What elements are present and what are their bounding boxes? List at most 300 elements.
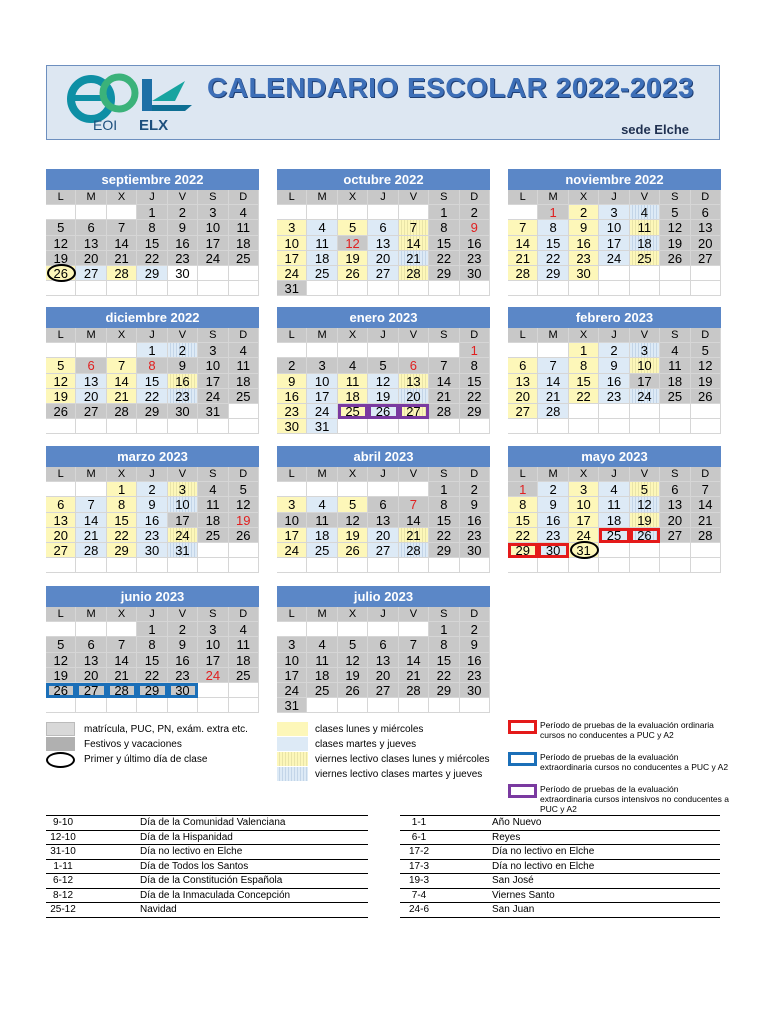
month-calendar (46, 169, 259, 296)
month-grid (46, 607, 259, 713)
holiday-row (400, 816, 720, 831)
weekday-header: V (399, 607, 429, 622)
holiday-row (46, 903, 368, 918)
month-calendar (508, 446, 721, 573)
month-title: julio 2023 (277, 586, 490, 607)
empty-cell (46, 482, 76, 497)
day-cell: 27 (399, 404, 429, 419)
day-cell: 24 (198, 251, 228, 266)
month-title: diciembre 2022 (46, 307, 259, 328)
day-cell: 14 (107, 653, 137, 668)
holiday-name: San José (492, 874, 720, 889)
day-cell: 11 (229, 637, 259, 652)
weekday-header: L (46, 190, 76, 205)
day-cell: 7 (107, 220, 137, 235)
holiday-row (400, 830, 720, 845)
empty-cell (198, 543, 228, 558)
day-cell: 12 (338, 236, 368, 251)
day-cell: 31 (277, 698, 307, 713)
weekday-header: M (76, 190, 106, 205)
day-cell: 30 (277, 419, 307, 434)
empty-cell (76, 281, 106, 296)
day-cell: 4 (307, 220, 337, 235)
day-cell: 3 (569, 482, 599, 497)
day-cell: 28 (399, 543, 429, 558)
day-cell: 10 (569, 497, 599, 512)
day-cell: 1 (429, 622, 459, 637)
holiday-name: Día de la Comunidad Valenciana (140, 816, 368, 831)
holiday-row (400, 888, 720, 903)
day-cell: 12 (46, 236, 76, 251)
empty-cell (137, 558, 167, 573)
weekday-header: L (277, 467, 307, 482)
empty-cell (46, 205, 76, 220)
empty-cell (569, 558, 599, 573)
day-cell: 9 (460, 637, 490, 652)
day-cell: 19 (691, 374, 721, 389)
day-cell: 20 (368, 668, 398, 683)
weekday-header: V (168, 190, 198, 205)
day-cell: 21 (691, 513, 721, 528)
holiday-date: 1-1 (400, 816, 492, 831)
empty-cell (198, 698, 228, 713)
weekday-header: X (569, 328, 599, 343)
day-cell: 12 (46, 653, 76, 668)
day-cell: 7 (399, 497, 429, 512)
day-cell: 12 (338, 513, 368, 528)
empty-cell (508, 205, 538, 220)
holiday-date: 9-10 (46, 816, 140, 831)
day-cell: 21 (508, 251, 538, 266)
day-cell: 20 (691, 236, 721, 251)
day-cell: 26 (46, 683, 76, 698)
day-cell: 26 (338, 543, 368, 558)
empty-cell (107, 558, 137, 573)
day-cell: 16 (460, 653, 490, 668)
day-cell: 29 (429, 683, 459, 698)
day-cell: 18 (229, 236, 259, 251)
empty-cell (168, 419, 198, 434)
empty-cell (76, 698, 106, 713)
empty-cell (277, 205, 307, 220)
day-cell: 19 (338, 668, 368, 683)
day-cell: 26 (338, 683, 368, 698)
day-cell: 10 (277, 653, 307, 668)
day-cell: 3 (277, 637, 307, 652)
day-cell: 9 (168, 637, 198, 652)
day-cell: 2 (569, 205, 599, 220)
legend-box-blue (508, 752, 537, 766)
day-cell: 8 (508, 497, 538, 512)
month-grid (508, 190, 721, 296)
day-cell: 25 (229, 389, 259, 404)
day-cell: 15 (538, 236, 568, 251)
day-cell: 15 (569, 374, 599, 389)
month-calendar (508, 307, 721, 434)
weekday-header: X (338, 607, 368, 622)
legend-label: viernes lectivo clases martes y jueves (315, 769, 483, 780)
day-cell: 19 (338, 528, 368, 543)
day-cell: 24 (307, 404, 337, 419)
empty-cell (460, 281, 490, 296)
day-cell: 26 (338, 266, 368, 281)
day-cell: 24 (198, 668, 228, 683)
holiday-row (400, 845, 720, 860)
day-cell: 10 (277, 513, 307, 528)
day-cell: 5 (630, 482, 660, 497)
day-cell: 9 (168, 220, 198, 235)
holiday-name: Día no lectivo en Elche (492, 845, 720, 860)
day-cell: 13 (368, 653, 398, 668)
weekday-header: J (368, 190, 398, 205)
day-cell: 24 (630, 389, 660, 404)
empty-cell (107, 698, 137, 713)
month-calendar (508, 169, 721, 296)
day-cell: 21 (399, 668, 429, 683)
day-cell: 26 (368, 404, 398, 419)
empty-cell (229, 683, 259, 698)
holiday-name: Día de la Hispanidad (140, 830, 368, 845)
empty-cell (399, 482, 429, 497)
day-cell: 10 (630, 358, 660, 373)
weekday-header: M (307, 467, 337, 482)
day-cell: 23 (277, 404, 307, 419)
empty-cell (569, 281, 599, 296)
day-cell: 19 (46, 251, 76, 266)
empty-cell (460, 419, 490, 434)
empty-cell (368, 482, 398, 497)
weekday-header: V (399, 190, 429, 205)
empty-cell (691, 266, 721, 281)
empty-cell (569, 404, 599, 419)
empty-cell (569, 419, 599, 434)
day-cell: 29 (460, 404, 490, 419)
empty-cell (307, 622, 337, 637)
empty-cell (137, 419, 167, 434)
day-cell: 11 (229, 358, 259, 373)
day-cell: 10 (198, 358, 228, 373)
day-cell: 4 (599, 482, 629, 497)
month-calendar (277, 169, 490, 296)
weekday-header: M (76, 607, 106, 622)
day-cell: 18 (307, 668, 337, 683)
empty-cell (599, 281, 629, 296)
day-cell: 25 (307, 683, 337, 698)
header-banner (46, 65, 720, 140)
day-cell: 14 (429, 374, 459, 389)
day-cell: 16 (277, 389, 307, 404)
holiday-row (46, 859, 368, 874)
weekday-header: L (277, 328, 307, 343)
day-cell: 7 (538, 358, 568, 373)
weekday-header: S (660, 467, 690, 482)
day-cell: 4 (229, 205, 259, 220)
day-cell: 8 (137, 358, 167, 373)
empty-cell (307, 698, 337, 713)
day-cell: 8 (569, 358, 599, 373)
weekday-header: V (168, 328, 198, 343)
empty-cell (46, 698, 76, 713)
day-cell: 2 (168, 205, 198, 220)
day-cell: 22 (137, 251, 167, 266)
day-cell: 28 (538, 404, 568, 419)
day-cell: 30 (460, 543, 490, 558)
weekday-header: L (508, 190, 538, 205)
day-cell: 25 (198, 528, 228, 543)
day-cell: 16 (460, 513, 490, 528)
empty-cell (338, 343, 368, 358)
day-cell: 8 (429, 220, 459, 235)
day-cell: 1 (429, 205, 459, 220)
holiday-row (46, 888, 368, 903)
day-cell: 28 (107, 683, 137, 698)
legend-swatch-yellow (277, 722, 308, 736)
day-cell: 7 (399, 637, 429, 652)
weekday-header: X (107, 190, 137, 205)
empty-cell (508, 419, 538, 434)
empty-cell (660, 419, 690, 434)
empty-cell (630, 281, 660, 296)
day-cell: 4 (198, 482, 228, 497)
holiday-name: Reyes (492, 830, 720, 845)
empty-cell (660, 266, 690, 281)
month-title: febrero 2023 (508, 307, 721, 328)
empty-cell (198, 281, 228, 296)
day-cell: 11 (198, 497, 228, 512)
empty-cell (307, 482, 337, 497)
day-cell: 17 (277, 668, 307, 683)
empty-cell (429, 343, 459, 358)
day-cell: 21 (538, 389, 568, 404)
weekday-header: X (338, 190, 368, 205)
month-grid (277, 607, 490, 713)
day-cell: 4 (229, 622, 259, 637)
day-cell: 8 (137, 637, 167, 652)
legend-label: Período de pruebas de la evaluación ordinaria cursos no conducentes a PUC y A2 (540, 720, 714, 740)
empty-cell (691, 543, 721, 558)
day-cell: 11 (307, 653, 337, 668)
day-cell: 2 (168, 343, 198, 358)
empty-cell (368, 698, 398, 713)
day-cell: 9 (277, 374, 307, 389)
holiday-name: Día no lectivo en Elche (140, 845, 368, 860)
empty-cell (399, 698, 429, 713)
weekday-header: D (229, 467, 259, 482)
empty-cell (599, 558, 629, 573)
weekday-header: J (137, 328, 167, 343)
day-cell: 15 (137, 653, 167, 668)
weekday-header: J (599, 328, 629, 343)
empty-cell (168, 698, 198, 713)
month-calendar (277, 307, 490, 434)
day-cell: 8 (429, 637, 459, 652)
day-cell: 23 (460, 668, 490, 683)
empty-cell (198, 419, 228, 434)
empty-cell (368, 558, 398, 573)
weekday-header: J (368, 328, 398, 343)
empty-cell (76, 205, 106, 220)
day-cell: 28 (508, 266, 538, 281)
day-cell: 28 (107, 266, 137, 281)
empty-cell (277, 622, 307, 637)
day-cell: 24 (277, 266, 307, 281)
weekday-header: D (229, 190, 259, 205)
month-calendar (46, 586, 259, 713)
empty-cell (660, 404, 690, 419)
day-cell: 9 (460, 497, 490, 512)
weekday-header: J (368, 607, 398, 622)
holiday-name: Año Nuevo (492, 816, 720, 831)
day-cell: 6 (368, 220, 398, 235)
month-grid (508, 328, 721, 434)
day-cell: 20 (76, 251, 106, 266)
day-cell: 30 (460, 683, 490, 698)
legend-label: clases lunes y miércoles (315, 724, 424, 735)
weekday-header: V (168, 607, 198, 622)
day-cell: 28 (107, 404, 137, 419)
weekday-header: D (691, 467, 721, 482)
empty-cell (229, 419, 259, 434)
day-cell: 5 (46, 220, 76, 235)
holiday-name: Viernes Santo (492, 888, 720, 903)
day-cell: 19 (46, 389, 76, 404)
holiday-row (46, 830, 368, 845)
day-cell: 27 (46, 543, 76, 558)
day-cell: 3 (307, 358, 337, 373)
day-cell: 29 (137, 683, 167, 698)
day-cell: 3 (168, 482, 198, 497)
month-grid (46, 190, 259, 296)
day-cell: 22 (538, 251, 568, 266)
day-cell: 23 (168, 668, 198, 683)
day-cell: 1 (460, 343, 490, 358)
day-cell: 5 (338, 637, 368, 652)
empty-cell (368, 622, 398, 637)
day-cell: 4 (229, 343, 259, 358)
day-cell: 24 (599, 251, 629, 266)
empty-cell (429, 558, 459, 573)
day-cell: 19 (229, 513, 259, 528)
day-cell: 22 (429, 251, 459, 266)
day-cell: 27 (76, 404, 106, 419)
empty-cell (599, 543, 629, 558)
weekday-header: D (229, 328, 259, 343)
empty-cell (399, 343, 429, 358)
day-cell: 12 (338, 653, 368, 668)
empty-cell (538, 281, 568, 296)
weekday-header: X (338, 328, 368, 343)
day-cell: 2 (460, 482, 490, 497)
day-cell: 27 (368, 266, 398, 281)
weekday-header: V (168, 467, 198, 482)
page-title: CALENDARIO ESCOLAR 2022-2023 (207, 72, 695, 103)
day-cell: 21 (107, 668, 137, 683)
day-cell: 3 (630, 343, 660, 358)
empty-cell (508, 281, 538, 296)
empty-cell (399, 558, 429, 573)
day-cell: 11 (599, 497, 629, 512)
day-cell: 29 (137, 404, 167, 419)
day-cell: 13 (368, 513, 398, 528)
day-cell: 21 (107, 389, 137, 404)
empty-cell (229, 698, 259, 713)
empty-cell (368, 281, 398, 296)
day-cell: 23 (168, 389, 198, 404)
day-cell: 10 (168, 497, 198, 512)
weekday-header: S (660, 190, 690, 205)
empty-cell (460, 698, 490, 713)
day-cell: 14 (107, 374, 137, 389)
day-cell: 9 (168, 358, 198, 373)
day-cell: 21 (429, 389, 459, 404)
empty-cell (508, 343, 538, 358)
empty-cell (368, 343, 398, 358)
month-title: marzo 2023 (46, 446, 259, 467)
day-cell: 22 (429, 668, 459, 683)
empty-cell (630, 404, 660, 419)
weekday-header: J (137, 467, 167, 482)
day-cell: 1 (429, 482, 459, 497)
day-cell: 28 (399, 683, 429, 698)
month-grid (46, 328, 259, 434)
day-cell: 20 (76, 668, 106, 683)
day-cell: 1 (569, 343, 599, 358)
empty-cell (368, 419, 398, 434)
weekday-header: S (429, 467, 459, 482)
day-cell: 13 (46, 513, 76, 528)
day-cell: 25 (338, 404, 368, 419)
day-cell: 31 (198, 404, 228, 419)
day-cell: 19 (660, 236, 690, 251)
day-cell: 13 (399, 374, 429, 389)
holiday-name: Día no lectivo en Elche (492, 859, 720, 874)
day-cell: 20 (46, 528, 76, 543)
legend-label: Período de pruebas de la evaluación extraordinaria cursos intensivos no conducentes a PUC y A2 (540, 784, 729, 814)
empty-cell (508, 558, 538, 573)
day-cell: 10 (599, 220, 629, 235)
weekday-header: M (538, 467, 568, 482)
day-cell: 5 (338, 497, 368, 512)
day-cell: 1 (137, 205, 167, 220)
empty-cell (538, 419, 568, 434)
day-cell: 19 (46, 668, 76, 683)
weekday-header: M (307, 607, 337, 622)
empty-cell (46, 281, 76, 296)
day-cell: 28 (76, 543, 106, 558)
empty-cell (338, 698, 368, 713)
day-cell: 13 (508, 374, 538, 389)
holiday-date: 25-12 (46, 903, 140, 918)
day-cell: 29 (107, 543, 137, 558)
empty-cell (229, 266, 259, 281)
day-cell: 29 (429, 266, 459, 281)
weekday-header: S (660, 328, 690, 343)
empty-cell (338, 281, 368, 296)
day-cell: 30 (168, 404, 198, 419)
day-cell: 12 (691, 358, 721, 373)
legend-label: Período de pruebas de la evaluación extraordinaria cursos no conducentes a PUC y A2 (540, 752, 729, 772)
day-cell: 10 (307, 374, 337, 389)
empty-cell (229, 281, 259, 296)
weekday-header: L (277, 607, 307, 622)
day-cell: 30 (569, 266, 599, 281)
day-cell: 20 (368, 251, 398, 266)
weekday-header: V (630, 467, 660, 482)
day-cell: 18 (229, 374, 259, 389)
day-cell: 5 (368, 358, 398, 373)
day-cell: 2 (599, 343, 629, 358)
day-cell: 4 (660, 343, 690, 358)
